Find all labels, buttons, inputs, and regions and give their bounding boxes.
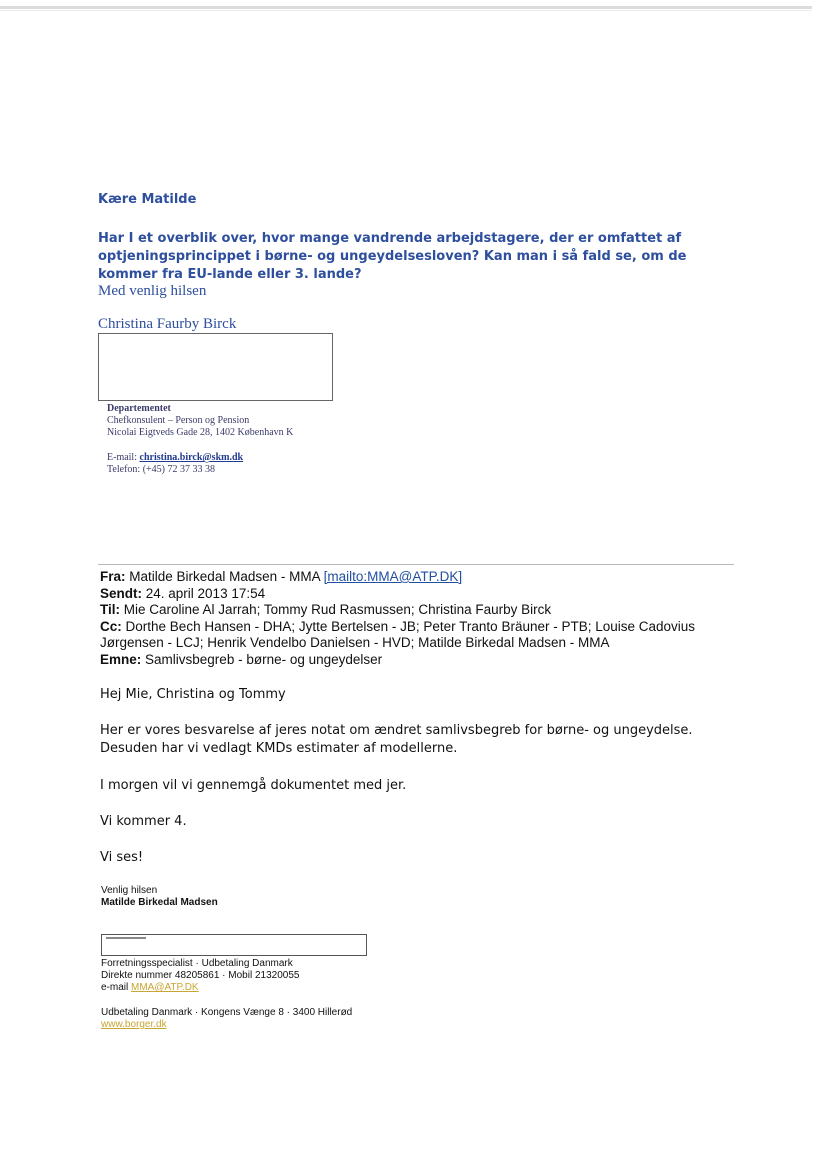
closing-venlig-hilsen: Venlig hilsen (101, 885, 158, 896)
organisation-address: Udbetaling Danmark · Kongens Vænge 8 · 3400 Hillerød (101, 1007, 353, 1018)
email-label: E-mail: (107, 452, 137, 463)
question-paragraph: Har I et overblik over, hvor mange vandrende arbejdstagere, der er omfattet af optjeningsprincippet i børne- og ungeydelsesloven? Kan man i så fald se, om de kommer fra EU-lande eller 3. lande? (98, 231, 687, 282)
department-name: Departementet (107, 403, 171, 414)
phone-row (107, 464, 243, 476)
subject-value: Samlivsbegreb - børne- og ungeydelser (145, 651, 383, 667)
signature-details-matilde (101, 958, 299, 994)
signature-email-row (101, 982, 299, 994)
organisation-address-block (101, 1007, 352, 1031)
closing-med-venlig-hilsen: Med venlig hilsen (98, 283, 207, 299)
signature-name-christina: Christina Faurby Birck (98, 316, 237, 332)
body-paragraph-4: Vi ses! (100, 850, 144, 865)
closing-block-matilde (101, 885, 218, 909)
department-address: Nicolai Eigtveds Gade 28, 1402 København K (107, 427, 294, 438)
department-title: Chefkonsulent – Person og Pension (107, 415, 250, 426)
signature-email-link[interactable]: MMA@ATP.DK (131, 982, 199, 993)
body-paragraph-1: Her er vores besvarelse af jeres notat om ændret samlivsbegreb for børne- og ungeydelse. Desuden har vi vedlagt KMDs estimater af modellerne. (100, 723, 693, 756)
phone-label: Telefon: (107, 464, 141, 475)
sent-value: 24. april 2013 17:54 (145, 585, 266, 601)
contact-block-christina (107, 452, 243, 476)
from-value: Matilde Birkedal Madsen - MMA (129, 569, 320, 584)
header-sent-row (100, 586, 740, 603)
header-to-row (100, 602, 740, 619)
to-value: Mie Caroline Al Jarrah; Tommy Rud Rasmussen; Christina Faurby Birck (123, 602, 552, 617)
from-mailto-link[interactable]: [mailto:MMA@ATP.DK] (323, 569, 463, 584)
signature-logo-box-2 (101, 934, 367, 956)
sent-label: Sendt: (100, 585, 142, 601)
message-divider (98, 564, 734, 565)
from-label: Fra: (100, 569, 126, 584)
signature-logo-box (98, 333, 333, 401)
signature-title: Forretningsspecialist · Udbetaling Danmark (101, 958, 293, 969)
subject-label: Emne: (100, 651, 142, 667)
website-link[interactable]: www.borger.dk (101, 1019, 167, 1030)
to-label: Til: (100, 602, 120, 617)
cc-value: Dorthe Bech Hansen - DHA; Jytte Bertelsen - JB; Peter Tranto Bräuner - PTB; Louise Cadovius Jørgensen - LCJ; Henrik Vendelbo Danielsen - HVD; Matilde Birkedal Madsen - MMA (100, 618, 696, 650)
department-block (107, 403, 293, 439)
cc-label: Cc: (100, 618, 122, 634)
body-paragraph-2: I morgen vil vi gennemgå dokumentet med jer. (100, 778, 407, 793)
greeting-hej: Hej Mie, Christina og Tommy (100, 687, 286, 702)
signature-direct-number: Direkte nummer 48205861 · Mobil 21320055 (101, 970, 300, 981)
forwarded-header (100, 569, 740, 668)
scan-top-edge-shadow (0, 10, 812, 11)
email-link-christina[interactable]: christina.birck@skm.dk (139, 452, 244, 463)
body-paragraph-3: Vi kommer 4. (100, 814, 187, 829)
header-subject-row (100, 652, 740, 669)
header-from-row (100, 569, 740, 586)
signature-email-label: e-mail (101, 982, 129, 993)
header-cc-row (100, 619, 740, 652)
scan-top-edge (0, 6, 812, 9)
greeting-kaere-matilde: Kære Matilde (98, 192, 197, 207)
phone-number: (+45) 72 37 33 38 (142, 464, 215, 475)
signature-name-matilde: Matilde Birkedal Madsen (101, 897, 218, 908)
email-row (107, 452, 243, 464)
